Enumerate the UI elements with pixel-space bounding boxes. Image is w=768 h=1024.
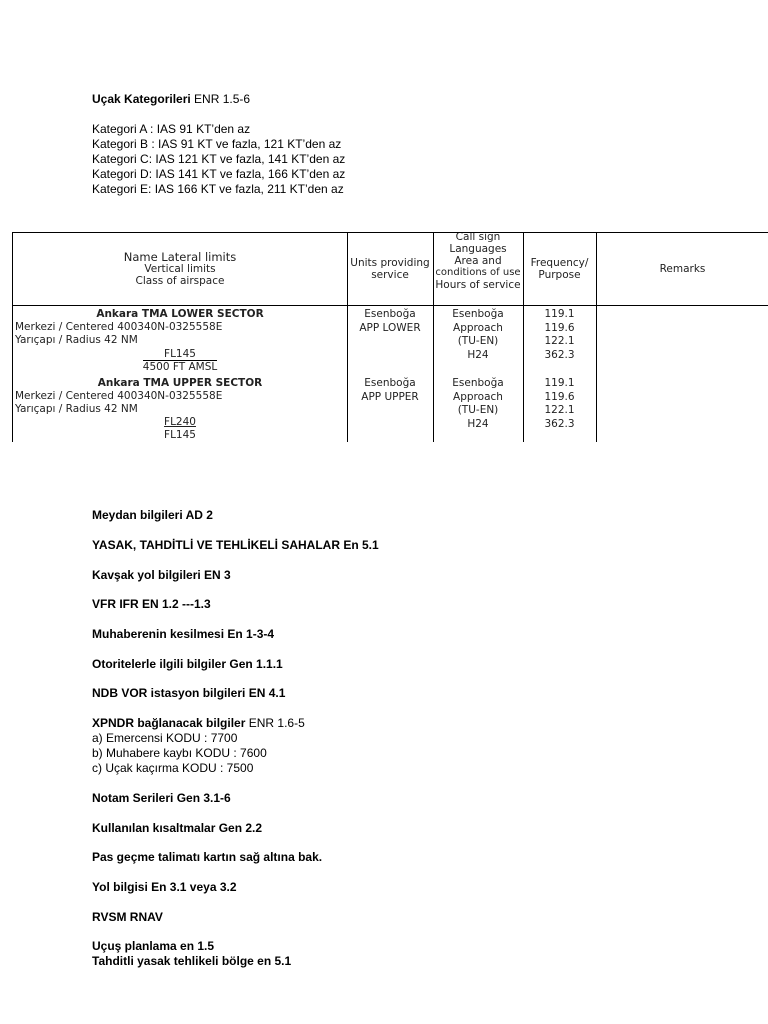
aircraft-categories xyxy=(92,92,345,197)
header-unit: Units providing service xyxy=(350,257,430,281)
note-kisaltma: Kullanılan kısaltmalar Gen 2.2 xyxy=(92,821,263,835)
airspace-table xyxy=(12,232,768,442)
note-tahditli: Tahditli yasak tehlikeli bölge en 5.1 xyxy=(92,954,292,968)
category-a: Kategori A : IAS 91 KT’den az xyxy=(92,122,251,136)
sector-center: Merkezi / Centered 400340N-0325558E xyxy=(15,390,223,402)
categories-ref: ENR 1.5-6 xyxy=(190,92,251,106)
note-pas: Pas geçme talimatı kartın sağ altına bak. xyxy=(92,850,323,864)
note-rvsm: RVSM RNAV xyxy=(92,910,163,924)
frequencies: 119.1 119.6 122.1 362.3 xyxy=(544,377,575,430)
note-ucus: Uçuş planlama en 1.5 Tahditli yasak tehlikeli bölge en 5.1 xyxy=(92,939,292,968)
xpndr-code-emergency: a) Emercensi KODU : 7700 xyxy=(92,731,238,745)
vertical-lower: 4500 FT AMSL xyxy=(142,361,218,373)
sector-name: Ankara TMA UPPER SECTOR xyxy=(97,377,263,389)
xpndr-title: XPNDR bağlanacak bilgiler xyxy=(92,716,246,730)
sector-radius: Yarıçapı / Radius 42 NM xyxy=(15,334,138,346)
sector-center: Merkezi / Centered 400340N-0325558E xyxy=(15,321,223,333)
vertical-upper: FL240 xyxy=(164,416,196,428)
note-otorite: Otoritelerle ilgili bilgiler Gen 1.1.1 xyxy=(92,657,283,671)
category-b: Kategori B : IAS 91 KT ve fazla, 121 KT’den az xyxy=(92,137,342,151)
sector-name: Ankara TMA LOWER SECTOR xyxy=(96,308,264,320)
header-remarks: Remarks xyxy=(659,263,706,275)
vertical-lower: FL145 xyxy=(164,429,196,441)
xpndr-ref: ENR 1.6-5 xyxy=(245,716,305,730)
callsign-info: Esenboğa Approach (TU-EN) H24 xyxy=(452,377,504,430)
note-muhabere: Muhaberenin kesilmesi En 1-3-4 xyxy=(92,627,275,641)
category-c: Kategori C: IAS 121 KT ve fazla, 141 KT’den az xyxy=(92,152,346,166)
sector-radius: Yarıçapı / Radius 42 NM xyxy=(15,403,138,415)
note-notam: Notam Serileri Gen 3.1-6 xyxy=(92,791,231,805)
note-xpndr xyxy=(92,716,305,776)
unit-providing: Esenboğa APP UPPER xyxy=(361,377,419,403)
xpndr-code-comm-loss: b) Muhabere kaybı KODU : 7600 xyxy=(92,746,267,760)
note-yol: Yol bilgisi En 3.1 veya 3.2 xyxy=(92,880,237,894)
callsign-info: Esenboğa Approach (TU-EN) H24 xyxy=(452,308,504,361)
categories-title: Uçak Kategorileri xyxy=(92,92,191,106)
note-meydan: Meydan bilgileri AD 2 xyxy=(92,508,213,522)
vertical-upper: FL145 xyxy=(164,348,196,360)
unit-providing: Esenboğa APP LOWER xyxy=(359,308,421,334)
note-ndb: NDB VOR istasyon bilgileri EN 4.1 xyxy=(92,686,286,700)
category-d: Kategori D: IAS 141 KT ve fazla, 166 KT’den az xyxy=(92,167,346,181)
frequencies: 119.1 119.6 122.1 362.3 xyxy=(544,308,575,361)
note-vfr: VFR IFR EN 1.2 ---1.3 xyxy=(92,597,211,611)
xpndr-code-hijack: c) Uçak kaçırma KODU : 7500 xyxy=(92,761,254,775)
category-e: Kategori E: IAS 166 KT ve fazla, 211 KT’den az xyxy=(92,182,344,196)
note-kavsak: Kavşak yol bilgileri EN 3 xyxy=(92,568,231,582)
header-freq: Frequency/ Purpose xyxy=(530,257,589,281)
header-callsign: Call sign Languages Area and conditions of use Hours of service xyxy=(435,233,521,291)
header-name: Name Lateral limits Vertical limits Class of airspace xyxy=(123,250,237,287)
note-yasak: YASAK, TAHDİTLİ VE TEHLİKELİ SAHALAR En 5.1 xyxy=(92,538,379,552)
